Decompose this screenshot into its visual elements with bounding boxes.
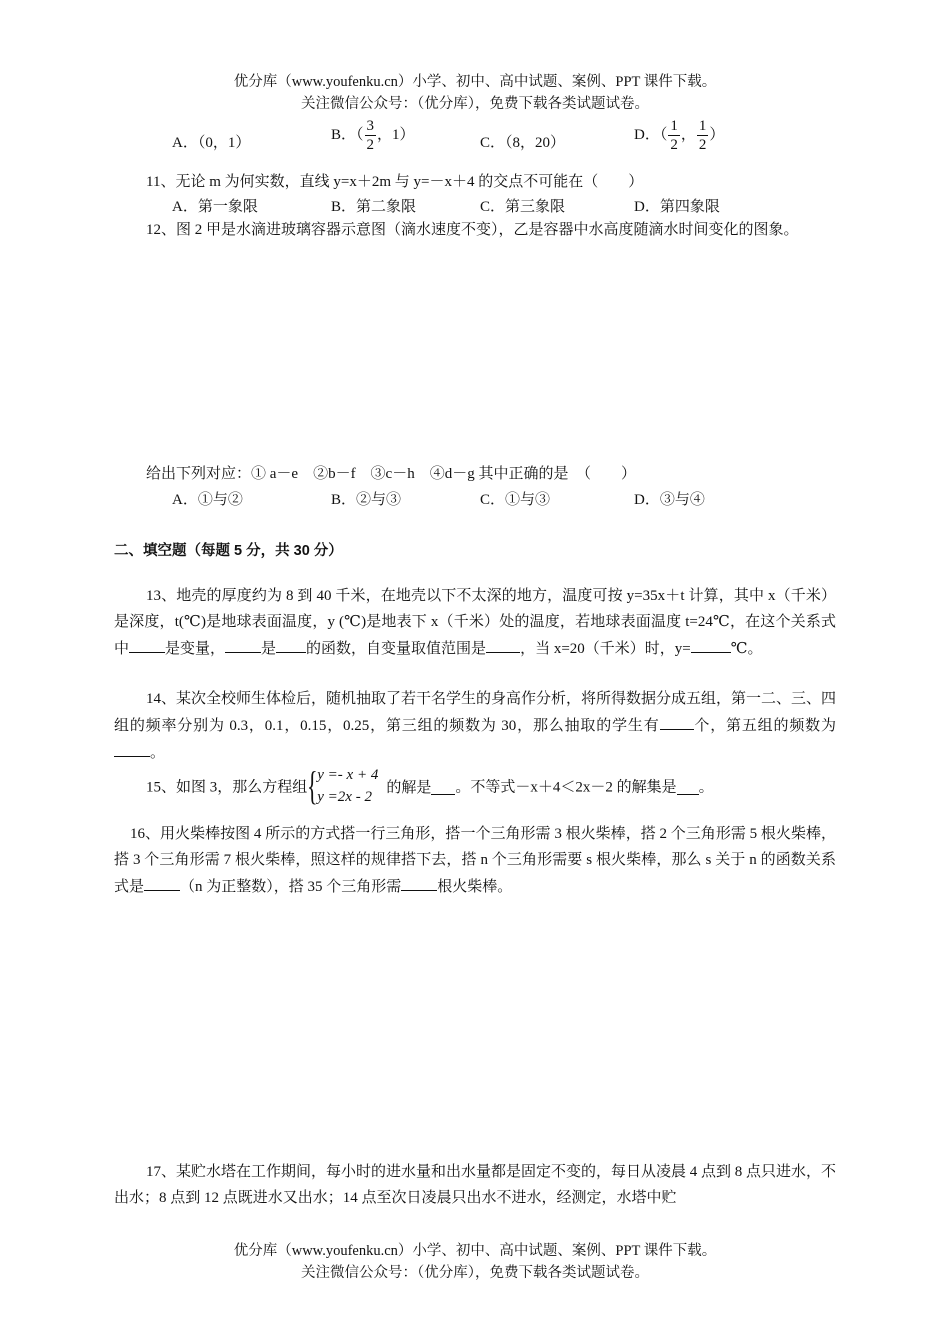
q15-line (146, 764, 714, 808)
q10-option-d (634, 117, 724, 154)
q16-blank-2 (401, 873, 437, 891)
fraction-denominator: 2 (366, 137, 375, 153)
footer-line-1: 优分库（www.youfenku.cn）小学、初中、高中试题、案例、PPT 课件下载。 (233, 1243, 717, 1259)
q16-text-2: （n 为正整数），搭 35 个三角形需 (180, 879, 402, 895)
q11-option-a: A．第一象限 (172, 199, 258, 215)
header-line-1: 优分库（www.youfenku.cn）小学、初中、高中试题、案例、PPT 课件下载。 (233, 74, 717, 90)
q14-paragraph (114, 686, 836, 766)
q15-equation-system (307, 764, 378, 808)
q10-option-b-fraction (365, 117, 377, 154)
q11-option-d: D．第四象限 (634, 199, 720, 215)
q13-text-3: 是 (261, 641, 277, 657)
q17-paragraph: 17、某贮水塔在工作期间，每小时的进水量和出水量都是固定不变的，每日从凌晨 4 点到 8 点只进水，不出水；8 点到 12 点既进水又出水；14 点至次日凌晨只出水不进水，经测定，水塔中贮 (114, 1164, 837, 1206)
q16-text-3: 根火柴棒。 (437, 879, 513, 895)
q11-stem: 11、无论 m 为何实数，直线 y=x＋2m 与 y=－x＋4 的交点不可能在（ ） (146, 174, 644, 190)
q10-option-d-close: ） (709, 126, 725, 143)
q12-stem: 12、图 2 甲是水滴进玻璃容器示意图（滴水速度不变），乙是容器中水高度随滴水时间变化的图象。 (146, 222, 799, 238)
q12-option-c: C．①与③ (480, 492, 551, 508)
q13-text-2: 是变量， (165, 641, 226, 657)
q12-option-b: B．②与③ (331, 492, 402, 508)
fraction-denominator: 2 (698, 137, 707, 153)
q10-option-b-open: B．（ (331, 126, 364, 143)
q12-option-d: D．③与④ (634, 492, 705, 508)
q16-text-1: 16、用火柴棒按图 4 所示的方式搭一行三角形，搭一个三角形需 3 根火柴棒，搭 2 个三角形需 5 根火柴棒，搭 3 个三角形需 7 根火柴棒，照这样的规律搭下去，搭 n 个三角形需要 s 根火柴棒，那么 s 关于 n 的函数关系式是 (114, 826, 836, 895)
q10-option-b-close: ，1） (377, 126, 415, 143)
q13-text-5: ，当 x=20（千米）时，y= (520, 641, 691, 657)
brace-icon: { (307, 763, 318, 808)
q14-text-2: 个，第五组的频数为 (693, 718, 836, 734)
q10-option-d-fraction-2 (697, 117, 709, 154)
q13-blank-2 (225, 635, 261, 653)
q15-equation-2: y =2x - 2 (317, 789, 372, 805)
section-2-title: 二、填空题（每题 5 分，共 30 分） (114, 543, 343, 559)
q16-paragraph (114, 821, 836, 900)
q15-text-4: 。 (698, 779, 714, 796)
q13-paragraph (114, 583, 836, 662)
q12-option-a: A．①与② (172, 492, 243, 508)
q10-option-d-open: D．（ (634, 126, 668, 143)
fraction-numerator: 1 (670, 118, 678, 134)
q14-text-3: 。 (150, 745, 166, 761)
q14-blank-1 (660, 712, 694, 730)
fraction-numerator: 1 (698, 118, 707, 134)
q15-text-1: 15、如图 3，那么方程组 (146, 779, 308, 796)
q11-option-c: C．第三象限 (480, 199, 566, 215)
footer-line-2: 关注微信公众号：（优分库），免费下载各类试题试卷。 (301, 1265, 649, 1281)
q15-equation-1: y =- x + 4 (317, 767, 379, 783)
q13-text-6: ℃。 (730, 641, 763, 657)
q13-blank-4 (486, 635, 520, 653)
q14-blank-2 (114, 739, 150, 757)
q15-blank-2 (677, 777, 699, 795)
q15-blank-1 (431, 777, 455, 795)
q15-text-2: 的解是 (386, 779, 432, 796)
q13-text-1: 13、地壳的厚度约为 8 到 40 千米，在地壳以下不太深的地方，温度可按 y=35x＋t 计算，其中 x（千米）是深度，t(℃)是地球表面温度，y (℃)是地表下 x（千米）处的温度，若地球表面温度 t=24℃，在这个关系式中 (114, 588, 836, 657)
q10-option-c: C．（8，20） (480, 135, 566, 151)
fraction-numerator: 3 (366, 118, 375, 134)
q16-blank-1 (144, 873, 180, 891)
q13-blank-3 (276, 635, 306, 653)
q12-prompt: 给出下列对应：① a－e ②b－f ③c－h ④d－g 其中正确的是 （ ） (146, 466, 636, 482)
q13-blank-1 (129, 635, 165, 653)
q10-option-a: A．（0，1） (172, 135, 251, 151)
q13-blank-5 (691, 635, 731, 653)
q10-option-d-fraction-1 (668, 117, 680, 154)
q14-text-1: 14、某次全校师生体检后，随机抽取了若干名学生的身高作分析，将所得数据分成五组，第一二、三、四组的频率分别为 0.3，0.1，0.15，0.25，第三组的频数为 30，那么抽取的学生有 (114, 691, 837, 734)
q11-option-b: B．第二象限 (331, 199, 417, 215)
header-line-2: 关注微信公众号：（优分库），免费下载各类试题试卷。 (301, 96, 649, 112)
fraction-denominator: 2 (670, 137, 678, 153)
q10-option-d-sep: ， (680, 126, 696, 143)
q10-option-b (331, 117, 415, 154)
q15-text-3: 。不等式－x＋4＜2x－2 的解集是 (455, 779, 677, 796)
q13-text-4: 的函数，自变量取值范围是 (306, 641, 487, 657)
